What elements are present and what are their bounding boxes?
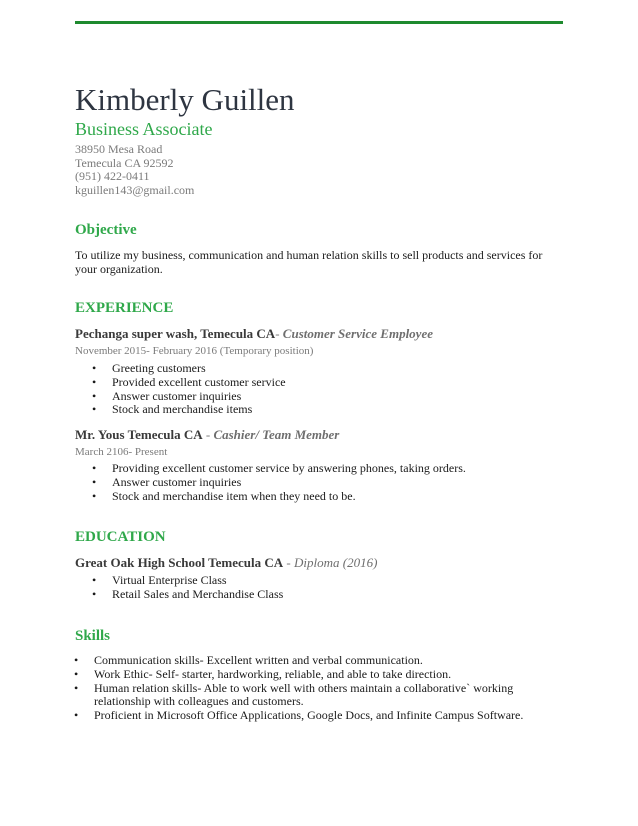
list-item: • Stock and merchandise item when they need to be. <box>112 490 466 504</box>
job-separator: - <box>202 427 214 442</box>
job-dates: March 2106- Present <box>75 446 168 458</box>
list-item: • Human relation skills- Able to work well with others maintain a collaborative` working relationship with colleagues and customers. <box>94 682 563 710</box>
list-item: • Work Ethic- Self- starter, hardworking, reliable, and able to take direction. <box>94 668 563 682</box>
education-heading: EDUCATION <box>75 529 166 545</box>
contact-email: kguillen143@gmail.com <box>75 182 195 197</box>
diploma: Diploma (2016) <box>293 555 378 570</box>
job-org: Mr. Yous Temecula CA <box>75 427 203 442</box>
list-item: • Stock and merchandise items <box>112 403 286 417</box>
job-title-line <box>75 326 433 341</box>
contact-address: 38950 Mesa Road <box>75 142 163 156</box>
education-bullet-list <box>112 574 283 602</box>
experience-heading: EXPERIENCE <box>75 300 174 316</box>
job-bullet-list <box>112 462 466 503</box>
contact-city: Temecula CA 92592 <box>75 155 174 170</box>
education-separator: - <box>283 555 294 570</box>
candidate-name: Kimberly Guillen <box>75 82 295 117</box>
job-org: Pechanga super wash, Temecula CA <box>75 326 276 341</box>
resume-page <box>75 0 563 826</box>
contact-phone: (951) 422-0411 <box>75 169 150 183</box>
objective-text: To utilize my business, communication and human relation skills to sell products and services for your organization. <box>75 248 543 276</box>
job-bullet-list <box>112 362 286 417</box>
list-item: • Provided excellent customer service <box>112 376 286 390</box>
skills-heading: Skills <box>75 628 111 644</box>
skills-bullet-list <box>94 654 563 723</box>
objective-heading: Objective <box>75 222 137 238</box>
list-item: • Providing excellent customer service by answering phones, taking orders. <box>112 462 466 476</box>
job-title-line <box>75 427 339 442</box>
school-name: Great Oak High School Temecula CA <box>75 555 284 570</box>
list-item: • Retail Sales and Merchandise Class <box>112 588 283 602</box>
candidate-role: Business Associate <box>75 119 213 139</box>
job-title: Customer Service Employee <box>282 326 433 341</box>
list-item: • Greeting customers <box>112 362 286 376</box>
job-separator: - <box>275 326 283 341</box>
list-item: • Communication skills- Excellent written and verbal communication. <box>94 654 563 668</box>
list-item: • Answer customer inquiries <box>112 476 466 490</box>
contact-block <box>75 143 194 197</box>
list-item: • Answer customer inquiries <box>112 390 286 404</box>
top-rule <box>75 21 563 24</box>
list-item: • Virtual Enterprise Class <box>112 574 283 588</box>
list-item: • Proficient in Microsoft Office Applications, Google Docs, and Infinite Campus Software. <box>94 709 563 723</box>
education-title-line <box>75 555 377 570</box>
job-dates: November 2015- February 2016 (Temporary position) <box>75 345 314 357</box>
job-title: Cashier/ Team Member <box>213 427 340 442</box>
